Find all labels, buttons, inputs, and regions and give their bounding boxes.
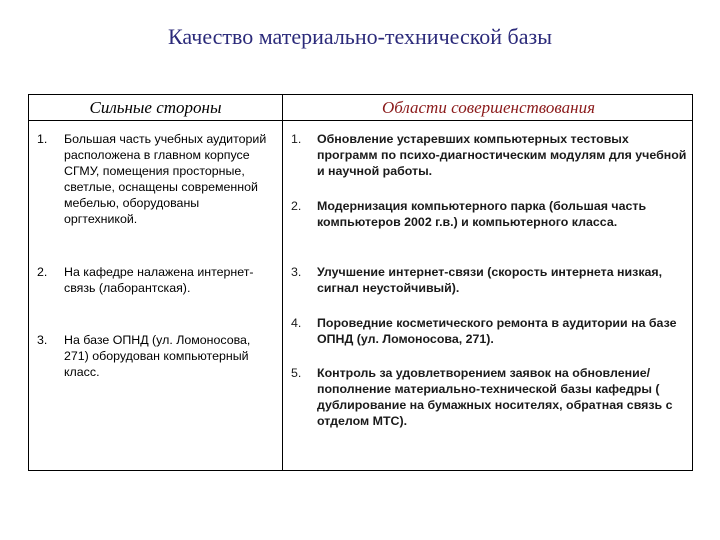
strength-item-text: На базе ОПНД (ул. Ломоносова, 271) оборудован компьютерный класс. <box>64 333 251 379</box>
improvement-item-number: 4. <box>291 316 302 330</box>
strengths-header: Сильные стороны <box>89 98 222 117</box>
improvement-item-number: 1. <box>291 132 302 146</box>
strength-item-number: 1. <box>37 132 48 146</box>
improvement-item-number: 3. <box>291 265 302 279</box>
improvement-item-number: 2. <box>291 199 302 213</box>
page-title: Качество материально-технической базы <box>167 24 552 49</box>
improvement-item-text: Улучшение интернет-связи (скорость интернета низкая, сигнал неустойчивый). <box>317 265 663 295</box>
improvements-header: Области совершенствования <box>381 98 596 117</box>
strength-item-number: 2. <box>37 265 48 279</box>
strength-item-text: На кафедре налажена интернет-связь (лаборантская). <box>64 265 254 295</box>
improvement-item-number: 5. <box>291 366 302 380</box>
improvement-item-text: Пороведние косметического ремонта в аудитории на базе ОПНД (ул. Ломоносова, 271). <box>317 316 677 346</box>
column-divider <box>282 95 283 470</box>
improvement-item-text: Обновление устаревших компьютерных тестовых программ по психо-диагностическим модулям для учебной и научной работы. <box>317 132 687 178</box>
strength-item-number: 3. <box>37 333 48 347</box>
improvement-item-text: Модернизация компьютерного парка (большая часть компьютеров 2002 г.в.) и компьютерного класса. <box>317 199 647 229</box>
swot-table <box>28 94 693 471</box>
improvement-item-text: Контроль за удовлетворением заявок на обновление/пополнение материально-технической базы кафедры ( дублирование на бумажных носителях, обратная связь с отделом МТС). <box>317 366 673 428</box>
header-divider <box>29 120 692 121</box>
strength-item-text: Большая часть учебных аудиторий расположена в главном корпусе СГМУ, помещения просторные, светлые, оснащены современной мебелью, оборудованы оргтехникой. <box>64 132 267 226</box>
